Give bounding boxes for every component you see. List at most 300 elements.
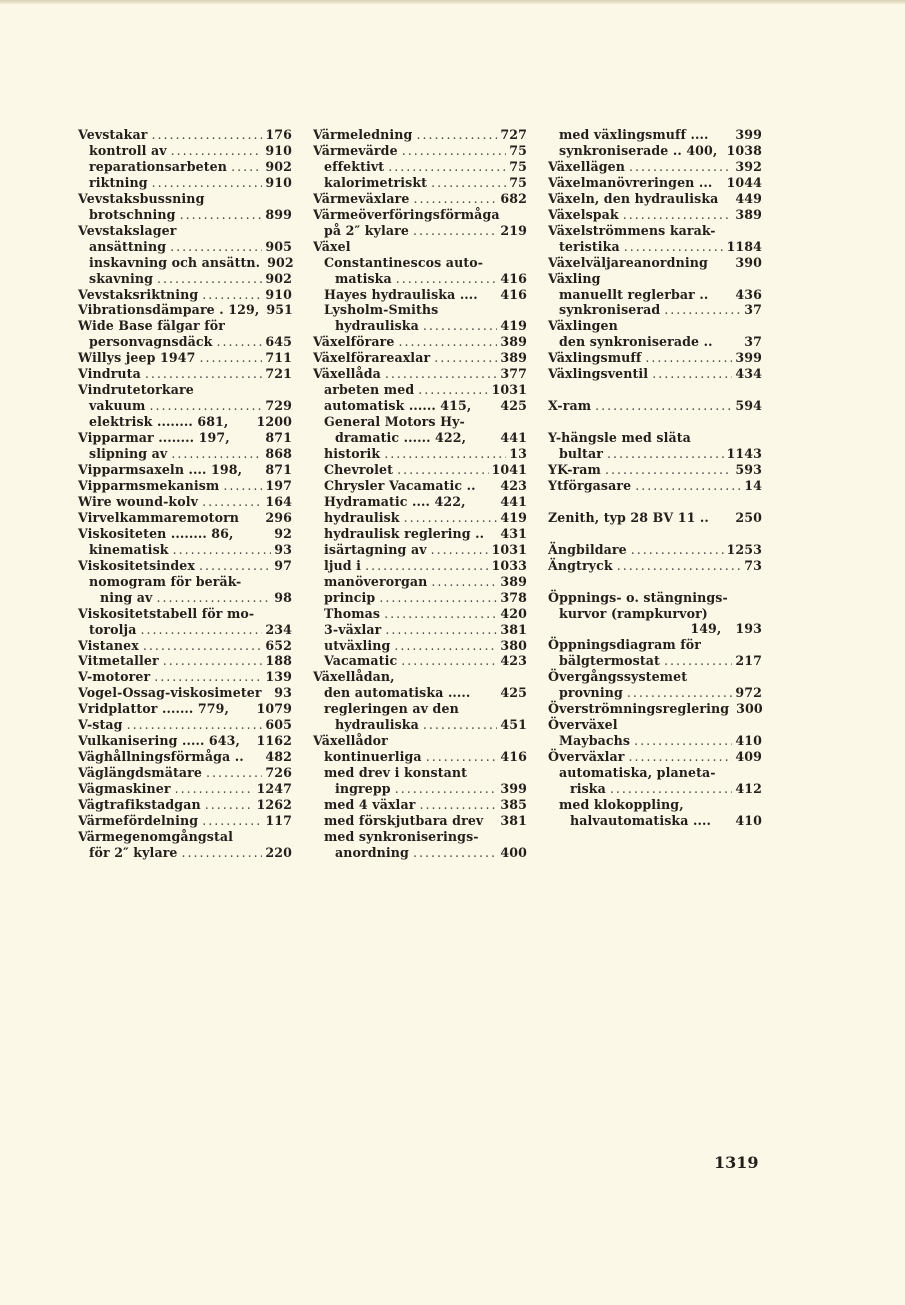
dot-leader <box>157 271 262 287</box>
dot-leader <box>163 653 263 669</box>
entry-page-ref: 409 <box>735 749 762 765</box>
dot-leader <box>199 558 271 574</box>
entry-term: Växelmanövreringen ... <box>548 174 713 190</box>
section-gap <box>548 414 762 430</box>
index-entry <box>313 717 527 733</box>
entry-page-ref: 410 <box>735 733 762 749</box>
entry-page-ref: 899 <box>265 206 292 222</box>
index-entry <box>78 414 292 430</box>
entry-term: Överväxlar <box>548 749 625 765</box>
entry-page-ref: 1162 <box>256 733 292 749</box>
dot-leader <box>610 781 733 797</box>
entry-term: bälgtermostat <box>559 653 660 669</box>
dot-leader <box>629 749 733 765</box>
dot-leader <box>384 606 497 622</box>
entry-page-ref: 380 <box>500 637 527 653</box>
index-column-2 <box>313 127 527 861</box>
entry-page-ref: 75 <box>509 158 527 174</box>
index-entry <box>548 606 762 622</box>
entry-term: kurvor (rampkurvor) <box>559 605 708 621</box>
dot-leader <box>426 749 498 765</box>
entry-page-ref: 871 <box>265 462 292 478</box>
entry-page-ref: 392 <box>735 158 762 174</box>
entry-page-ref: 910 <box>265 174 292 190</box>
index-entry <box>313 669 527 685</box>
index-entry <box>548 366 762 382</box>
dot-leader <box>394 638 497 654</box>
entry-page-ref: 416 <box>500 286 527 302</box>
entry-page-ref: 1200 <box>256 414 292 430</box>
entry-term: med synkroniserings- <box>324 828 479 844</box>
index-entry <box>78 462 292 478</box>
index-entry <box>548 239 762 255</box>
dot-leader <box>154 669 262 685</box>
entry-term: Väglängdsmätare <box>78 765 202 781</box>
entry-term: Vogel-Ossag-viskosimeter <box>78 685 262 701</box>
index-entry <box>78 622 292 638</box>
index-entry <box>78 669 292 685</box>
entry-term: Zenith, typ 28 BV 11 .. <box>548 509 709 525</box>
entry-page-ref: 425 <box>500 685 527 701</box>
dot-leader <box>652 366 732 382</box>
entry-term: Övergångssystemet <box>548 669 688 685</box>
index-entry <box>548 398 762 414</box>
index-column-1 <box>78 127 292 861</box>
entry-term: Vistanex <box>78 637 139 653</box>
index-entry <box>313 526 527 542</box>
dot-leader <box>385 622 497 638</box>
index-entry <box>313 398 527 414</box>
dot-leader <box>419 797 497 813</box>
dot-leader <box>401 653 497 669</box>
index-entry <box>548 255 762 271</box>
index-entry <box>548 765 762 781</box>
entry-term: ning av <box>100 589 153 605</box>
entry-page-ref: 711 <box>265 350 292 366</box>
index-entry <box>78 318 292 334</box>
index-entry <box>548 207 762 223</box>
entry-term: Ytförgasare <box>548 477 632 493</box>
entry-page-ref: 910 <box>265 142 292 158</box>
entry-term: Vibrationsdämpare . 129, <box>78 302 260 318</box>
dot-leader <box>152 175 263 191</box>
entry-page-ref: 645 <box>265 334 292 350</box>
entry-page-ref: 905 <box>265 238 292 254</box>
index-entry <box>313 350 527 366</box>
entry-page-ref: 593 <box>735 461 762 477</box>
index-entry <box>78 398 292 414</box>
index-entry <box>313 606 527 622</box>
entry-page-ref: 902 <box>265 270 292 286</box>
dot-leader <box>231 159 262 175</box>
index-entry <box>548 749 762 765</box>
index-entry <box>78 653 292 669</box>
entry-page-ref: 902 <box>267 254 294 270</box>
index-entry <box>78 159 292 175</box>
entry-page-ref: 188 <box>265 653 292 669</box>
entry-page-ref: 381 <box>500 812 527 828</box>
entry-page-ref: 449 <box>735 190 762 206</box>
index-entry <box>78 685 292 701</box>
index-entry <box>78 574 292 590</box>
entry-term: Virvelkammaremotorn <box>78 509 240 525</box>
dot-leader <box>200 350 263 366</box>
entry-term: Växlingsmuff <box>548 350 642 366</box>
entry-term: den synkroniserade .. <box>559 334 713 350</box>
index-entry <box>548 733 762 749</box>
dot-leader <box>202 813 262 829</box>
index-entry <box>78 478 292 494</box>
dot-leader <box>156 590 271 606</box>
entry-term: utväxling <box>324 637 391 653</box>
index-entry <box>548 669 762 685</box>
entry-page-ref: 594 <box>735 398 762 414</box>
index-entry <box>548 334 762 350</box>
entry-term: Vipparmar ........ 197, <box>78 430 230 446</box>
entry-page-ref: 419 <box>500 509 527 525</box>
page-number: 1319 <box>714 1153 759 1172</box>
dot-leader <box>664 653 732 669</box>
dot-leader <box>388 159 506 175</box>
index-entry <box>78 781 292 797</box>
index-entry <box>548 127 762 143</box>
entry-page-ref: 37 <box>744 334 762 350</box>
dot-leader <box>396 271 498 287</box>
index-entry <box>78 350 292 366</box>
entry-term: Ängbildare <box>548 541 627 557</box>
dot-leader <box>402 143 507 159</box>
entry-term: Willys jeep 1947 <box>78 350 196 366</box>
index-entry <box>548 621 762 637</box>
index-entry <box>313 382 527 398</box>
entry-page-ref: 431 <box>500 525 527 541</box>
index-entry <box>78 191 292 207</box>
index-entry <box>313 223 527 239</box>
entry-page-ref: 972 <box>735 685 762 701</box>
entry-term: torolja <box>89 621 137 637</box>
entry-page-ref: 727 <box>500 127 527 142</box>
dot-leader <box>223 478 262 494</box>
entry-term: kontroll av <box>89 142 167 158</box>
index-entry <box>548 143 762 159</box>
entry-term: Vacamatic <box>324 653 398 669</box>
entry-term: ingrepp <box>335 781 391 797</box>
entry-page-ref: 75 <box>509 174 527 190</box>
index-entry <box>548 175 762 191</box>
entry-page-ref: 1253 <box>726 541 762 557</box>
entry-term: Maybachs <box>559 733 631 749</box>
dot-leader <box>413 223 497 239</box>
entry-term: Chevrolet <box>324 462 394 478</box>
entry-term: anordning <box>335 844 409 860</box>
dot-leader <box>617 558 742 574</box>
index-entry <box>548 350 762 366</box>
entry-page-ref: 434 <box>735 366 762 382</box>
index-entry <box>313 478 527 494</box>
dot-leader <box>624 239 724 255</box>
entry-term: Värmevärde <box>313 142 398 158</box>
entry-term: Värmefördelning <box>78 812 199 828</box>
dot-leader <box>664 302 741 318</box>
dot-leader <box>379 590 497 606</box>
dot-leader <box>423 717 498 733</box>
dot-leader <box>171 446 262 462</box>
index-entry <box>313 829 527 845</box>
entry-page-ref: 98 <box>274 589 292 605</box>
index-entry <box>78 813 292 829</box>
entry-page-ref: 868 <box>265 446 292 462</box>
entry-term: effektivt <box>324 158 385 174</box>
entry-page-ref: 37 <box>744 302 762 318</box>
entry-page-ref: 420 <box>500 605 527 621</box>
index-entry <box>78 845 292 861</box>
entry-term: vakuum <box>89 398 146 414</box>
dot-leader <box>623 207 733 223</box>
dot-leader <box>385 366 498 382</box>
index-entry <box>313 845 527 861</box>
entry-term: Lysholm-Smiths <box>324 302 439 318</box>
dot-leader <box>202 287 262 303</box>
entry-term: 3-växlar <box>324 621 382 637</box>
dot-leader <box>180 207 263 223</box>
entry-term: Växelväljareanordning <box>548 254 708 270</box>
dot-leader <box>202 494 262 510</box>
entry-term: Öppningsdiagram för <box>548 637 701 653</box>
index-entry <box>313 574 527 590</box>
entry-page-ref: 73 <box>744 557 762 573</box>
entry-term: Värmeväxlare <box>313 190 410 206</box>
entry-term: Vevstaksbussning <box>78 190 205 206</box>
index-entry <box>313 622 527 638</box>
dot-leader <box>205 797 254 813</box>
entry-page-ref: 139 <box>265 669 292 685</box>
entry-term: hydraulisk reglering .. <box>324 525 485 541</box>
entry-term: Vevstakslager <box>78 222 177 238</box>
entry-term: Wide Base fälgar för <box>78 318 226 334</box>
entry-term: Vevstaksriktning <box>78 286 199 302</box>
index-entry <box>78 175 292 191</box>
entry-term: V-motorer <box>78 669 151 685</box>
index-entry <box>548 781 762 797</box>
entry-page-ref: 871 <box>265 430 292 446</box>
dot-leader <box>634 733 732 749</box>
entry-page-ref: 399 <box>500 781 527 797</box>
index-entry <box>313 302 527 318</box>
index-entry <box>78 223 292 239</box>
entry-page-ref: 13 <box>509 446 527 462</box>
entry-term: Överväxel <box>548 717 618 733</box>
entry-page-ref: 92 <box>274 525 292 541</box>
entry-page-ref: 1079 <box>256 701 292 717</box>
entry-term: personvagnsdäck <box>89 334 213 350</box>
dot-leader <box>182 845 263 861</box>
index-entry <box>548 302 762 318</box>
entry-term: Växlingen <box>548 318 618 334</box>
entry-term: med förskjutbara drev <box>324 812 484 828</box>
index-entry <box>313 127 527 143</box>
entry-page-ref: 412 <box>735 781 762 796</box>
index-entry <box>313 542 527 558</box>
dot-leader <box>413 845 497 861</box>
index-entry <box>548 717 762 733</box>
entry-page-ref: 164 <box>265 493 292 509</box>
dot-leader <box>398 334 497 350</box>
index-entry <box>548 701 762 717</box>
dot-leader <box>206 765 262 781</box>
entry-term: med 4 växlar <box>324 797 416 813</box>
dot-leader <box>595 398 732 414</box>
index-entry <box>548 271 762 287</box>
index-entry <box>313 781 527 797</box>
entry-term: kinematisk <box>89 541 169 557</box>
entry-term: historik <box>324 446 381 462</box>
entry-page-ref: 389 <box>500 573 527 589</box>
index-entry <box>78 558 292 574</box>
entry-page-ref: 97 <box>274 557 292 573</box>
entry-term: Vägmaskiner <box>78 781 171 797</box>
entry-term: Vridplattor ....... 779, <box>78 701 229 717</box>
entry-term: Vägtrafikstadgan <box>78 797 201 813</box>
entry-term: bultar <box>559 446 603 462</box>
section-gap <box>548 574 762 590</box>
entry-page-ref: 399 <box>735 350 762 366</box>
index-entry <box>548 510 762 526</box>
entry-term: Växelspak <box>548 206 619 222</box>
entry-term: Viskositetsindex <box>78 557 196 573</box>
dot-leader <box>151 127 262 143</box>
entry-term: regleringen av den <box>324 701 459 717</box>
section-gap <box>548 382 762 398</box>
entry-page-ref: 250 <box>735 509 762 525</box>
index-entry <box>78 143 292 159</box>
entry-term: Constantinescos auto- <box>324 254 484 270</box>
index-entry <box>313 797 527 813</box>
entry-page-ref: 1033 <box>491 557 527 573</box>
entry-term: synkroniserade .. 400, <box>559 142 718 158</box>
entry-term: nomogram för beräk- <box>89 573 242 589</box>
entry-page-ref: 451 <box>500 717 527 733</box>
index-entry <box>313 462 527 478</box>
entry-term: Hydramatic .... 422, <box>324 493 466 509</box>
entry-term: Växel <box>313 238 351 254</box>
index-entry <box>313 207 527 223</box>
entry-term: Värmeledning <box>313 127 413 142</box>
entry-page-ref: 14 <box>744 477 762 493</box>
dot-leader <box>631 542 724 558</box>
entry-term: General Motors Hy- <box>324 414 465 430</box>
entry-term: manuellt reglerbar .. <box>559 286 709 302</box>
entry-term: Växellådan, <box>313 669 395 685</box>
index-entry <box>313 685 527 701</box>
section-gap <box>548 526 762 542</box>
entry-term: Värmeöverföringsförmåga <box>313 206 500 222</box>
entry-term: kalorimetriskt <box>324 174 428 190</box>
entry-term: Vipparmsaxeln .... 198, <box>78 462 243 478</box>
entry-page-ref: 1247 <box>256 781 292 797</box>
dot-leader <box>140 622 262 638</box>
entry-term: den automatiska ..... <box>324 685 471 701</box>
index-entry <box>548 542 762 558</box>
dot-leader <box>423 318 498 334</box>
entry-term: hydraulisk <box>324 509 400 525</box>
entry-term: 149, <box>690 621 722 637</box>
entry-page-ref: 389 <box>500 350 527 366</box>
section-gap <box>548 494 762 510</box>
entry-term: V-stag <box>78 717 123 733</box>
index-entry <box>313 143 527 159</box>
entry-page-ref: 197 <box>265 477 292 493</box>
index-entry <box>548 223 762 239</box>
entry-page-ref: 416 <box>500 749 527 765</box>
entry-term: hydrauliska <box>335 717 419 733</box>
entry-term: Öppnings- o. stängnings- <box>548 589 728 605</box>
index-entry <box>313 510 527 526</box>
entry-page-ref: 378 <box>500 589 527 605</box>
entry-page-ref: 423 <box>500 477 527 493</box>
entry-page-ref: 385 <box>500 797 527 813</box>
entry-page-ref: 389 <box>500 334 527 350</box>
entry-page-ref: 726 <box>265 765 292 781</box>
index-entry <box>313 749 527 765</box>
index-entry <box>548 159 762 175</box>
dot-leader <box>171 143 263 159</box>
index-entry <box>78 271 292 287</box>
entry-page-ref: 300 <box>736 701 763 717</box>
entry-term: isärtagning av <box>324 541 427 557</box>
entry-page-ref: 219 <box>500 222 527 238</box>
entry-term: Vulkanisering ..... 643, <box>78 733 240 749</box>
index-entry <box>313 494 527 510</box>
entry-term: Vevstakar <box>78 127 148 142</box>
index-entry <box>78 510 292 526</box>
index-entry <box>78 366 292 382</box>
dot-leader <box>127 717 263 733</box>
dot-leader <box>143 638 263 654</box>
index-entry <box>78 430 292 446</box>
entry-page-ref: 1031 <box>491 382 527 398</box>
entry-page-ref: 1143 <box>726 446 762 462</box>
entry-page-ref: 234 <box>265 621 292 637</box>
dot-leader <box>404 510 498 526</box>
entry-page-ref: 902 <box>265 158 292 174</box>
entry-term: skavning <box>89 270 153 286</box>
entry-term: Växling <box>548 270 601 286</box>
entry-term: Y-hängsle med släta <box>548 430 691 446</box>
dot-leader <box>384 446 506 462</box>
entry-term: princip <box>324 589 376 605</box>
entry-term: Vindruta <box>78 366 141 382</box>
entry-term: med klokoppling, <box>559 796 684 812</box>
index-entry <box>78 542 292 558</box>
index-entry <box>313 813 527 829</box>
dot-leader <box>414 191 498 207</box>
entry-page-ref: 75 <box>509 142 527 158</box>
entry-page-ref: 423 <box>500 653 527 669</box>
index-entry <box>548 590 762 606</box>
index-entry <box>78 255 292 271</box>
index-column-3 <box>548 127 762 829</box>
index-entry <box>313 366 527 382</box>
entry-term: halvautomatiska .... <box>570 812 711 828</box>
index-entry <box>78 829 292 845</box>
entry-term: Värmegenomgångstal <box>78 828 234 844</box>
dot-leader <box>395 781 498 797</box>
entry-term: kontinuerliga <box>324 749 422 765</box>
index-entry <box>313 334 527 350</box>
dot-leader <box>416 127 497 143</box>
entry-page-ref: 425 <box>500 398 527 414</box>
entry-page-ref: 1262 <box>256 797 292 813</box>
